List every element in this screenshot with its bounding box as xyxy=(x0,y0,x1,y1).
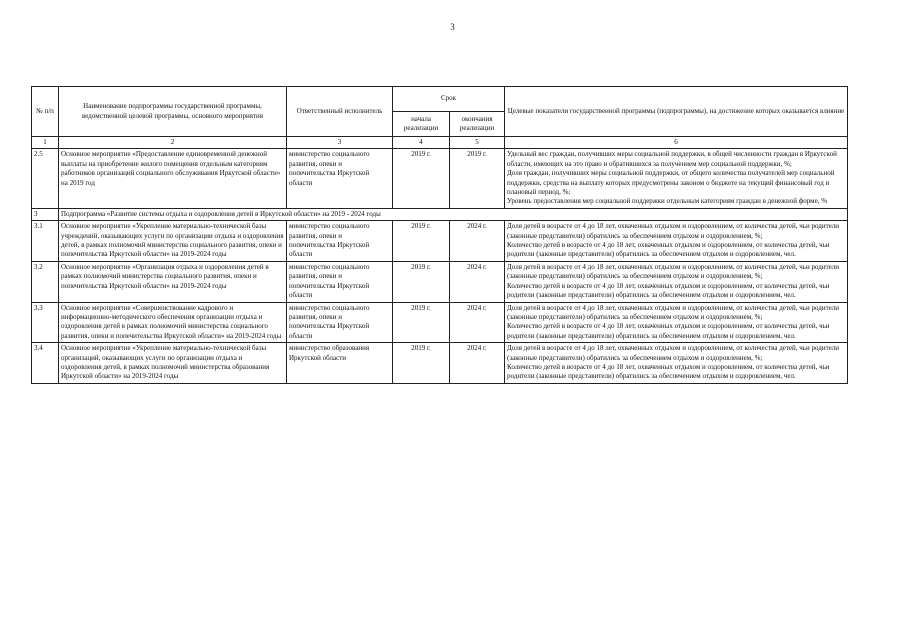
target-indicator: Количество детей в возрасте от 4 до 18 лет, охваченных отдыхом и оздоровлением, от количества детей, чьи родители (законные представители) обратились за обеспечением отдыхом и оздоровлением, чел. xyxy=(507,241,830,259)
table-row xyxy=(32,221,848,262)
header-responsible: Ответственный исполнитель xyxy=(287,87,393,137)
row-name: Основное мероприятие «Укрепление материально-технической базы учреждений, оказывающих услуги по организации отдыха и оздоровления детей, в рамках полномочий министерства социального развития, опеки и попечительства Иркутской области» на 2019-2024 годы xyxy=(59,221,287,262)
column-number: 1 xyxy=(32,137,59,149)
subprogram-row xyxy=(32,208,848,220)
row-targets xyxy=(505,261,848,302)
subprogram-number: 3 xyxy=(32,208,59,220)
row-targets xyxy=(505,221,848,262)
column-number: 6 xyxy=(505,137,848,149)
row-responsible: министерство социального развития, опеки и попечительства Иркутской области xyxy=(287,221,393,262)
header-targets: Целевые показатели государственной программы (подпрограммы), на достижение которых оказывается влияние xyxy=(505,87,848,137)
row-start: 2019 г. xyxy=(393,221,450,262)
row-end: 2024 г. xyxy=(450,261,505,302)
column-number: 3 xyxy=(287,137,393,149)
row-targets xyxy=(505,149,848,208)
target-indicator: Доля граждан, получивших меры социальной поддержки, от общего количества получателей мер социальной поддержки, средства на выплату которых предусмотрены законом о бюджете на текущий финансовый год и плановый период, %; xyxy=(507,169,835,197)
row-number: 3.2 xyxy=(32,261,59,302)
row-end: 2024 г. xyxy=(450,343,505,384)
row-responsible: министерство социального развития, опеки и попечительства Иркутской области xyxy=(287,302,393,343)
program-table xyxy=(31,86,848,384)
header-name: Наименование подпрограммы государственной программы, ведомственной целевой программы, основного мероприятия xyxy=(59,87,287,137)
row-name: Основное мероприятие «Организация отдыха и оздоровления детей в рамках полномочий министерства социального развития, опеки и попечительства Иркутской области» на 2019-2024 годы xyxy=(59,261,287,302)
row-responsible: министерство социального развития, опеки и попечительства Иркутской области xyxy=(287,149,393,208)
table-row xyxy=(32,149,848,208)
row-number: 2.5 xyxy=(32,149,59,208)
row-number: 3.4 xyxy=(32,343,59,384)
row-name: Основное мероприятие «Укрепление материально-технической базы организаций, оказывающих услуги по организации отдыха и оздоровления детей, в рамках полномочий министерства образования Иркутской области» на 2019-2024 годы xyxy=(59,343,287,384)
table-row xyxy=(32,261,848,302)
row-start: 2019 г. xyxy=(393,261,450,302)
header-end: окончания реализации xyxy=(450,112,505,137)
row-end: 2024 г. xyxy=(450,302,505,343)
row-end: 2019 г. xyxy=(450,149,505,208)
row-start: 2019 г. xyxy=(393,149,450,208)
row-number: 3.3 xyxy=(32,302,59,343)
target-indicator: Доля детей в возрасте от 4 до 18 лет, охваченных отдыхом и оздоровлением, от количества детей, чьи родители (законные представители) обратились за обеспечением отдыхом и оздоровлением, %; xyxy=(507,344,840,362)
row-targets xyxy=(505,343,848,384)
header-no: № п/п xyxy=(32,87,59,137)
header-term: Срок xyxy=(393,87,505,112)
target-indicator: Доля детей в возрасте от 4 до 18 лет, охваченных отдыхом и оздоровлением, от количества детей, чьи родители (законные представители) обратились за обеспечением отдыхом и оздоровлением, %; xyxy=(507,262,840,281)
column-number: 4 xyxy=(393,137,450,149)
subprogram-title: Подпрограмма «Развитие системы отдыха и оздоровления детей в Иркутской области» на 2019 - 2024 годы xyxy=(59,208,848,220)
row-responsible: министерство социального развития, опеки и попечительства Иркутской области xyxy=(287,261,393,302)
target-indicator: Количество детей в возрасте от 4 до 18 лет, охваченных отдыхом и оздоровлением, от количества детей, чьи родители (законные представители) обратились за обеспечением отдыхом и оздоровлением, чел. xyxy=(507,281,830,300)
table-row xyxy=(32,302,848,343)
header-start: начала реализации xyxy=(393,112,450,137)
target-indicator: Уровень предоставления мер социальной поддержки отдельным категориям граждан в денежной форме, % xyxy=(507,197,828,206)
target-indicator: Количество детей в возрасте от 4 до 18 лет, охваченных отдыхом и оздоровлением, от количества детей, чьи родители (законные представители) обратились за обеспечением отдыхом и оздоровлением, чел. xyxy=(507,322,830,340)
row-responsible: министерство образования Иркутской области xyxy=(287,343,393,384)
target-indicator: Доля детей в возрасте от 4 до 18 лет, охваченных отдыхом и оздоровлением, от количества детей, чьи родители (законные представители) обратились за обеспечением отдыхом и оздоровлением, %; xyxy=(507,303,840,321)
column-number: 5 xyxy=(450,137,505,149)
row-number: 3.1 xyxy=(32,221,59,262)
column-number: 2 xyxy=(59,137,287,149)
target-indicator: Количество детей в возрасте от 4 до 18 лет, охваченных отдыхом и оздоровлением, от количества детей, чьи родители (законные представители) обратились за обеспечением отдыхом и оздоровлением, чел. xyxy=(507,362,830,381)
table-row xyxy=(32,343,848,384)
row-start: 2019 г. xyxy=(393,302,450,343)
row-targets xyxy=(505,302,848,343)
row-end: 2024 г. xyxy=(450,221,505,262)
page-number: 3 xyxy=(450,22,455,32)
row-start: 2019 г. xyxy=(393,343,450,384)
target-indicator: Доля детей в возрасте от 4 до 18 лет, охваченных отдыхом и оздоровлением, от количества детей, чьи родители (законные представители) обратились за обеспечением отдыхом и оздоровлением, %; xyxy=(507,222,840,240)
target-indicator: Удельный вес граждан, получивших меры социальной поддержки, в общей численности граждан в Иркутской области, имеющих на это право и обратившихся за получением мер социальной поддержки, %; xyxy=(507,150,837,168)
row-name: Основное мероприятие «Совершенствование кадрового и информационно-методического обеспечения организации отдыха и оздоровления детей в рамках полномочий министерства социального развития, опеки и попечительства Иркутской области» на 2019-2024 годы xyxy=(59,302,287,343)
row-name: Основное мероприятие «Предоставление единовременной денежной выплаты на приобретение жилого помещения отдельным категориям работников организаций социального обслуживания Иркутской области» на 2019 год xyxy=(59,149,287,208)
